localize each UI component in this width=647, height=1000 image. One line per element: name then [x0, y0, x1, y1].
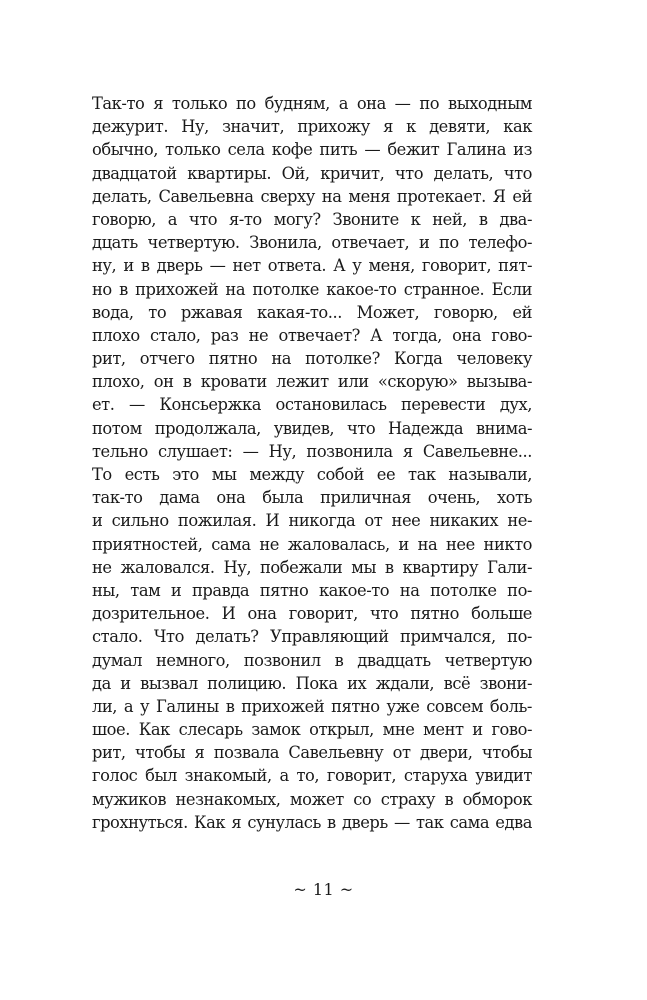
text-line: рит, отчего пятно на потолке? Когда человеку [92, 349, 532, 369]
page-number: ~ 11 ~ [293, 880, 354, 899]
text-line: но в прихожей на потолке какое-то странное. Если [92, 279, 532, 299]
text-line: делать, Савельевна сверху на меня протекает. Я ей [92, 186, 532, 206]
text-line: дозрительное. И она говорит, что пятно больше [92, 604, 532, 624]
text-line: потом продолжала, увидев, что Надежда внима- [92, 418, 532, 438]
text-line: рит, чтобы я позвала Савельевну от двери, чтобы [92, 743, 532, 763]
text-line: Так-то я только по будням, а она — по выходным [92, 94, 532, 113]
text-line: ет. — Консьержка остановилась перевести дух, [92, 395, 532, 415]
text-line: То есть это мы между собой ее так называли, [92, 465, 532, 484]
text-line: шое. Как слесарь замок открыл, мне мент и гово- [92, 720, 532, 740]
text-line: обычно, только села кофе пить — бежит Галина из [92, 140, 532, 160]
text-line: тельно слушает: — Ну, позвонила я Савельевне... [92, 441, 532, 461]
text-line: ли, а у Галины в прихожей пятно уже совсем боль- [92, 696, 532, 716]
text-line: грохнуться. Как я сунулась в дверь — так сама едва [92, 812, 532, 832]
text-line: приятностей, сама не жаловалась, и на нее никто [92, 534, 532, 554]
text-line: стало. Что делать? Управляющий примчался, по- [92, 627, 532, 647]
body-text [92, 92, 532, 834]
text-line: плохо стало, раз не отвечает? А тогда, она гово- [92, 325, 532, 345]
text-line: мужиков незнакомых, может со страху в обморок [92, 789, 532, 809]
text-line: не жаловался. Ну, побежали мы в квартиру Гали- [92, 557, 532, 577]
text-line: думал немного, позвонил в двадцать четвертую [92, 650, 532, 670]
text-line: ны, там и правда пятно какое-то на потолке по- [92, 580, 532, 600]
text-line: вода, то ржавая какая-то... Может, говорю, ей [92, 302, 532, 322]
text-line: ну, и в дверь — нет ответа. А у меня, говорит, пят- [92, 256, 532, 276]
text-line: дежурит. Ну, значит, прихожу я к девяти, как [92, 117, 532, 137]
text-line: так-то дама она была приличная очень, хоть [92, 488, 532, 508]
text-line: двадцатой квартиры. Ой, кричит, что делать, что [92, 163, 532, 183]
text-line: дцать четвертую. Звонила, отвечает, и по телефо- [92, 233, 532, 253]
text-line: да и вызвал полицию. Пока их ждали, всё звони- [92, 673, 532, 693]
text-line: говорю, а что я-то могу? Звоните к ней, в два- [92, 209, 532, 229]
text-line: голос был знакомый, а то, говорит, старуха увидит [92, 766, 532, 786]
text-line: и сильно пожилая. И никогда от нее никаких не- [92, 511, 532, 531]
text-line: плохо, он в кровати лежит или «скорую» вызыва- [92, 372, 532, 392]
